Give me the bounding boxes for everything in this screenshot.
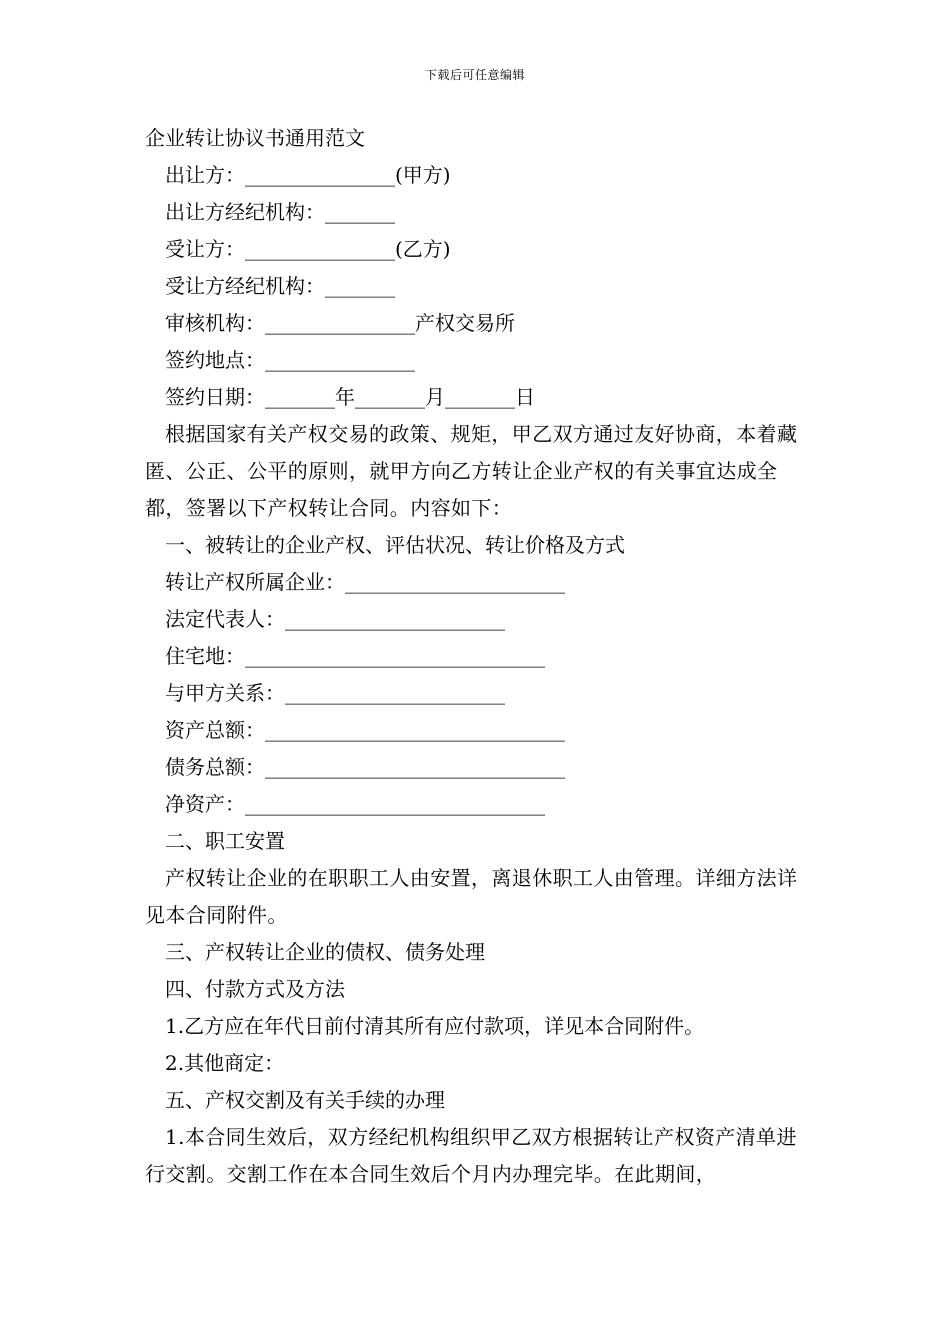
field-sign-place: 签约地点：_______________ — [165, 348, 415, 372]
field-sign-date: 签约日期：_______年_______月_______日 — [165, 385, 535, 409]
field-buyer: 受让方：_______________(乙方) — [165, 237, 451, 261]
field-relation: 与甲方关系：______________________ — [165, 681, 505, 705]
header-note: 下载后可任意编辑 — [424, 68, 525, 82]
field-seller-agency: 出让方经纪机构：_______ — [165, 200, 395, 224]
field-address: 住宅地：______________________________ — [165, 644, 545, 668]
field-total-debt: 债务总额：______________________________ — [165, 755, 565, 779]
document-title: 企业转让协议书通用范文 — [145, 126, 365, 150]
field-seller: 出让方：_______________(甲方) — [165, 163, 451, 187]
section-5-item-1: 1.本合同生效后，双方经纪机构组织甲乙双方根据转让产权资产清单进行交割。交割工作在本合同生效后个月内办理完毕。在此期间， — [145, 1125, 797, 1186]
section-2-heading: 二、职工安置 — [165, 829, 285, 853]
document-body — [145, 120, 810, 1193]
field-review-agency: 审核机构：_______________产权交易所 — [165, 311, 515, 335]
section-4-item-2: 2.其他商定： — [165, 1051, 285, 1075]
section-2-paragraph: 产权转让企业的在职职工人由安置，离退休职工人由管理。详细方法详见本合同附件。 — [145, 866, 798, 927]
field-net-assets: 净资产：______________________________ — [165, 792, 545, 816]
intro-paragraph: 根据国家有关产权交易的政策、规矩，甲乙双方通过友好协商，本着藏匿、公正、公平的原则，就甲方向乙方转让企业产权的有关事宜达成全都，签署以下产权转让合同。内容如下： — [145, 422, 798, 520]
field-buyer-agency: 受让方经纪机构：_______ — [165, 274, 395, 298]
field-total-assets: 资产总额：______________________________ — [165, 718, 565, 742]
field-enterprise: 转让产权所属企业：______________________ — [165, 570, 565, 594]
section-3-heading: 三、产权转让企业的债权、债务处理 — [165, 940, 485, 964]
section-4-item-1: 1.乙方应在年代日前付清其所有应付款项，详见本合同附件。 — [165, 1014, 705, 1038]
section-5-heading: 五、产权交割及有关手续的办理 — [165, 1088, 445, 1112]
section-4-heading: 四、付款方式及方法 — [165, 977, 345, 1001]
field-legal-rep: 法定代表人：______________________ — [165, 607, 505, 631]
section-1-heading: 一、被转让的企业产权、评估状况、转让价格及方式 — [165, 533, 625, 557]
